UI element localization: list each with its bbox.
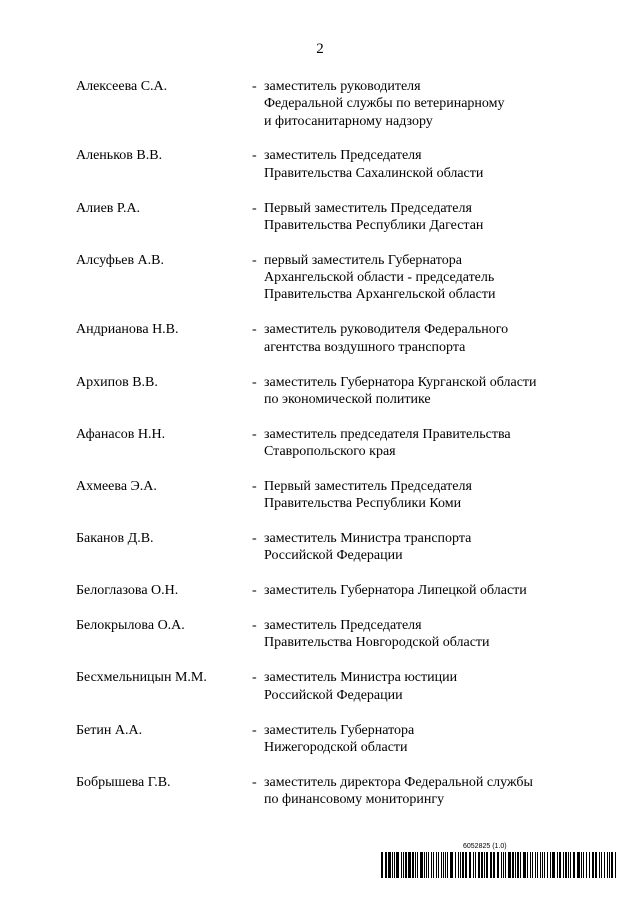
dash-separator: - xyxy=(252,618,257,634)
list-item xyxy=(76,252,576,304)
official-name: Андрианова Н.В. xyxy=(76,322,179,338)
dash-separator: - xyxy=(252,252,257,268)
position-line: Российской Федерации xyxy=(264,687,403,703)
official-name: Ахмеева Э.А. xyxy=(76,478,157,494)
list-item xyxy=(76,669,576,704)
dash-separator: - xyxy=(252,200,257,216)
list-item xyxy=(76,774,576,809)
official-position xyxy=(264,321,574,356)
official-position xyxy=(264,722,574,757)
official-position xyxy=(264,374,574,409)
list-item xyxy=(76,530,576,565)
position-line: заместитель директора Федеральной службы xyxy=(264,774,533,790)
list-item xyxy=(76,374,576,409)
list-item xyxy=(76,426,576,461)
position-line: Нижегородской области xyxy=(264,739,408,755)
position-line: заместитель председателя Правительства xyxy=(264,426,511,442)
dash-separator: - xyxy=(252,583,257,599)
dash-separator: - xyxy=(252,426,257,442)
page-number: 2 xyxy=(316,41,324,57)
position-line: Правительства Республики Коми xyxy=(264,496,462,512)
official-position xyxy=(264,774,574,809)
position-line: Правительства Новгородской области xyxy=(264,635,490,651)
list-item xyxy=(76,78,576,130)
position-line: заместитель Председателя xyxy=(264,618,422,634)
dash-separator: - xyxy=(252,148,257,164)
dash-separator: - xyxy=(252,531,257,547)
official-name: Бесхмельницын М.М. xyxy=(76,670,207,686)
official-position xyxy=(264,200,574,235)
official-name: Алсуфьев А.В. xyxy=(76,252,165,268)
barcode-caption: 6052825 (1.0) xyxy=(463,843,507,850)
position-line: Правительства Сахалинской области xyxy=(264,165,484,181)
position-line: по экономической политике xyxy=(264,391,431,407)
official-name: Белокрылова О.А. xyxy=(76,618,185,634)
position-line: Архангельской области - председатель xyxy=(264,270,495,286)
official-position xyxy=(264,426,574,461)
position-line: заместитель Министра юстиции xyxy=(264,670,458,686)
dash-separator: - xyxy=(252,478,257,494)
official-name: Бобрышева Г.В. xyxy=(76,774,171,790)
list-item xyxy=(76,478,576,513)
position-line: Российской Федерации xyxy=(264,548,403,564)
barcode-icon xyxy=(381,852,618,878)
officials-list xyxy=(76,78,576,826)
position-line: первый заместитель Губернатора xyxy=(264,252,462,268)
dash-separator: - xyxy=(252,722,257,738)
position-line: Правительства Республики Дагестан xyxy=(264,217,484,233)
list-item xyxy=(76,321,576,356)
position-line: агентства воздушного транспорта xyxy=(264,339,466,355)
official-name: Бетин А.А. xyxy=(76,722,143,738)
position-line: заместитель Министра транспорта xyxy=(264,531,472,547)
dash-separator: - xyxy=(252,670,257,686)
list-item xyxy=(76,147,576,182)
official-name: Алиев Р.А. xyxy=(76,200,141,216)
official-name: Архипов В.В. xyxy=(76,374,158,390)
dash-separator: - xyxy=(252,374,257,390)
dash-separator: - xyxy=(252,774,257,790)
position-line: заместитель Губернатора Курганской области xyxy=(264,374,537,390)
official-position xyxy=(264,252,574,304)
position-line: Ставропольского края xyxy=(264,444,396,460)
dash-separator: - xyxy=(252,322,257,338)
position-line: Правительства Архангельской области xyxy=(264,287,496,303)
position-line: заместитель руководителя xyxy=(264,79,421,94)
official-name: Белоглазова О.Н. xyxy=(76,583,179,599)
position-line: Федеральной службы по ветеринарному xyxy=(264,96,505,112)
dash-separator: - xyxy=(252,79,257,94)
list-item xyxy=(76,722,576,757)
official-position xyxy=(264,617,574,652)
position-line: заместитель Губернатора xyxy=(264,722,415,738)
list-item xyxy=(76,582,576,599)
position-line: и фитосанитарному надзору xyxy=(264,113,433,129)
official-position xyxy=(264,669,574,704)
official-name: Афанасов Н.Н. xyxy=(76,426,166,442)
official-position xyxy=(264,478,574,513)
document-barcode xyxy=(381,843,618,879)
position-line: Первый заместитель Председателя xyxy=(264,200,472,216)
official-name: Алексеева С.А. xyxy=(76,79,168,94)
list-item xyxy=(76,200,576,235)
official-position xyxy=(264,147,574,182)
position-line: заместитель Председателя xyxy=(264,148,422,164)
position-line: заместитель руководителя Федерального xyxy=(264,322,509,338)
position-line: Первый заместитель Председателя xyxy=(264,478,472,494)
official-position xyxy=(264,78,574,130)
official-position xyxy=(264,582,574,599)
official-name: Аленьков В.В. xyxy=(76,148,163,164)
position-line: заместитель Губернатора Липецкой области xyxy=(264,583,527,599)
list-item xyxy=(76,617,576,652)
official-name: Баканов Д.В. xyxy=(76,531,154,547)
position-line: по финансовому мониторингу xyxy=(264,792,445,808)
official-position xyxy=(264,530,574,565)
